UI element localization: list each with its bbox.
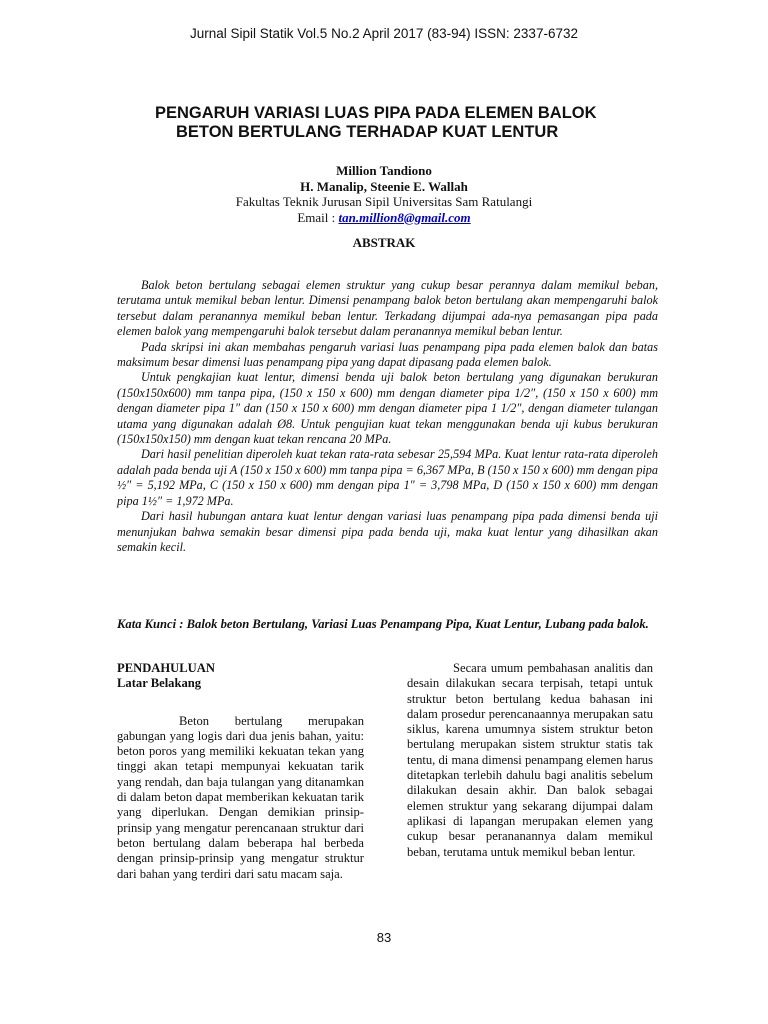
body-paragraph: Beton bertulang merupakan gabungan yang logis dari dua jenis bahan, yaitu: beton poros yang memiliki kekuatan tekan yang tinggi akan tetapi mempunyai kekuatan tarik yang rendah, dan baja tulangan yang ditanamkan di dalam beton dapat memberikan kekuatan tarik yang diperlukan. Dengan demikian prinsip-prinsip yang mengatur perencanaan struktur dari beton bertulang dalam beberapa hal berbeda dengan prinsip-prinsip yang mengatur struktur dari bahan yang terdiri dari satu macam saja.	[117, 713, 364, 881]
author-names-secondary: H. Manalip, Steenie E. Wallah	[300, 178, 468, 194]
abstract-paragraph: Pada skripsi ini akan membahas pengaruh variasi luas penampang pipa pada elemen balok dan batas maksimum besar dimensi luas penampang pipa yang dapat dipasang pada elemen balok.	[117, 339, 658, 370]
abstract-paragraph: Dari hasil penelitian diperoleh kuat tekan rata-rata sebesar 25,594 MPa. Kuat lentur rata-rata diperoleh adalah pada benda uji A (150 x 150 x 600) mm tanpa pipa = 6,367 MPa, B (150 x 150 x 600) mm dengan pipa ½″ = 5,192 MPa, C (150 x 150 x 600) mm dengan pipa 1″ = 3,798 MPa, D (150 x 150 x 600) mm dengan pipa 1½″ = 1,972 MPa.	[117, 447, 658, 508]
email-label: Email :	[297, 209, 339, 225]
author-email-line	[0, 210, 768, 226]
section-heading: PENDAHULUAN	[117, 661, 215, 675]
abstract-paragraph: Balok beton bertulang sebagai elemen struktur yang cukup besar perannya dalam memikul beban, terutama untuk memikul beban lentur. Dimensi penampang balok beton bertulang akan mempengaruhi balok tersebut dalam peranannya memikul beban lentur. Terkadang dijumpai ada-nya pemasangan pipa pada elemen balok yang mempengaruhi balok tersebut dalam peranannya memikul beban lentur.	[117, 278, 658, 339]
abstract-paragraph: Untuk pengkajian kuat lentur, dimensi benda uji balok beton bertulang yang digunakan berukuran (150x150x600) mm tanpa pipa, (150 x 150 x 600) mm dengan diameter pipa 1/2″, (150 x 150 x 600) mm dengan diameter pipa 1″ dan (150 x 150 x 600) mm dengan diameter pipa 1 1/2″, dengan diameter tulangan utama yang digunakan adalah Ø8. Untuk pengujian kuat tekan menggunakan benda uji kubus berukuran (150x150x150) mm dengan kuat tekan rencana 20 MPa.	[117, 370, 658, 447]
author-name-primary: Million Tandiono	[336, 163, 432, 178]
paper-title	[60, 104, 710, 142]
journal-header: Jurnal Sipil Statik Vol.5 No.2 April 2017 (83-94) ISSN: 2337-6732	[190, 26, 578, 41]
right-column	[407, 661, 653, 860]
body-paragraph: Secara umum pembahasan analitis dan desain dilakukan secara terpisah, tetapi untuk struktur beton bertulang kedua bahasan ini dalam prosedur perencanaannya merupakan satu siklus, karena umumnya sistem struktur beton bertulang merupakan sistem struktur statis tak tentu, di mana dimensi penampang elemen harus ditetapkan terlebih dahulu bagi analitis sebelum dilakukan desain akhir. Dan balok sebagai elemen struktur yang sekarang dijumpai dalam aplikasi di lapangan merupakan elemen yang cukup besar perananannya dalam memikul beban, terutama untuk memikul beban lentur.	[407, 661, 653, 859]
subsection-heading: Latar Belakang	[117, 676, 202, 691]
author-block	[0, 163, 768, 225]
paper-title-line-1: PENGARUH VARIASI LUAS PIPA PADA ELEMEN BALOK	[155, 104, 597, 122]
left-column	[117, 661, 364, 882]
abstract-heading: ABSTRAK	[352, 235, 416, 250]
paper-title-line-2: BETON BERTULANG TERHADAP KUAT LENTUR	[176, 123, 559, 141]
email-link[interactable]: tan.million8@gmail.com	[338, 209, 471, 225]
abstract-paragraph: Dari hasil hubungan antara kuat lentur dengan variasi luas penampang pipa pada dimensi benda uji menunjukan bahwa semakin besar dimensi pipa pada benda uji, maka kuat lentur yang dihasilkan akan semakin kecil.	[117, 509, 658, 554]
page-number: 83	[376, 930, 392, 945]
abstract-body	[117, 278, 658, 555]
keywords: Kata Kunci : Balok beton Bertulang, Variasi Luas Penampang Pipa, Kuat Lentur, Lubang pada balok.	[117, 617, 649, 631]
author-affiliation: Fakultas Teknik Jurusan Sipil Universitas Sam Ratulangi	[235, 194, 533, 209]
